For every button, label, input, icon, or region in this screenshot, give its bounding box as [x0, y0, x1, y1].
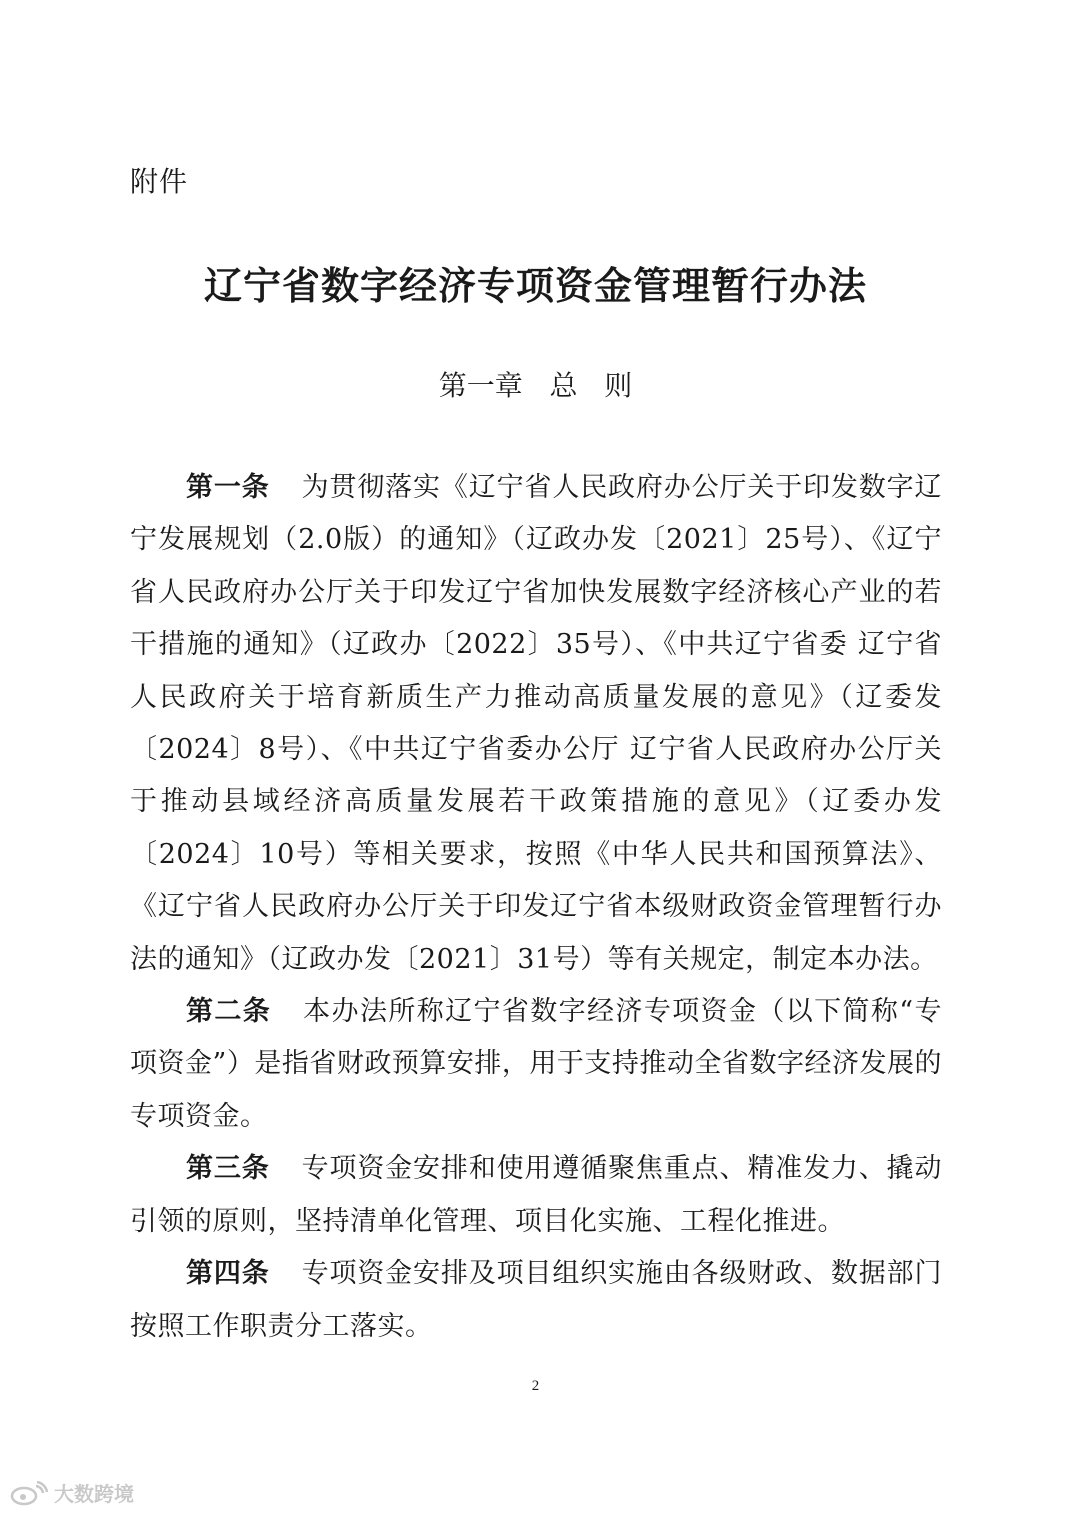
- attachment-label: 附件: [130, 165, 189, 198]
- article-text: 专项资金安排和使用遵循聚焦重点、精准发力、撬动引领的原则，坚持清单化管理、项目化实施、工程化推进。: [130, 1153, 943, 1237]
- article-number: 第一条: [186, 472, 270, 503]
- document-body: [130, 462, 942, 1353]
- article-text: 专项资金安排及项目组织实施由各级财政、数据部门按照工作职责分工落实。: [130, 1258, 943, 1342]
- article-number: 第三条: [186, 1153, 270, 1185]
- article-2: [130, 986, 942, 1143]
- article-3: [130, 1143, 942, 1248]
- watermark-text: 大数跨境: [54, 1482, 134, 1506]
- article-text: 为贯彻落实《辽宁省人民政府办公厅关于印发数字辽宁发展规划（2.0版）的通知》（辽政办发〔2021〕25号）、《辽宁省人民政府办公厅关于印发辽宁省加快发展数字经济核心产业的若干措施的通知》（辽政办〔2022〕35号）、《中共辽宁省委 辽宁省人民政府关于培育新质生产力推动高质量发展的意见》（辽委发〔2024〕8号）、《中共辽宁省委办公厅 辽宁省人民政府办公厅关于推动县域经济高质量发展若干政策措施的意见》（辽委办发〔2024〕10号）等相关要求，按照《中华人民共和国预算法》、《辽宁省人民政府办公厅关于印发辽宁省本级财政资金管理暂行办法的通知》（辽政办发〔2021〕31号）等有关规定，制定本办法。: [130, 472, 943, 975]
- weibo-logo-icon: [10, 1480, 48, 1506]
- article-1: [130, 462, 942, 986]
- chapter-title: 第一章 总 则: [438, 369, 633, 402]
- article-number: 第二条: [186, 996, 272, 1028]
- article-text: 本办法所称辽宁省数字经济专项资金（以下简称“专项资金”）是指省财政预算安排，用于支持推动全省数字经济发展的专项资金。: [130, 996, 942, 1132]
- article-4: [130, 1248, 942, 1353]
- document-title: 辽宁省数字经济专项资金管理暂行办法: [203, 264, 867, 308]
- watermark: [10, 1478, 134, 1507]
- page-number: 2: [531, 1378, 540, 1394]
- article-number: 第四条: [186, 1258, 270, 1290]
